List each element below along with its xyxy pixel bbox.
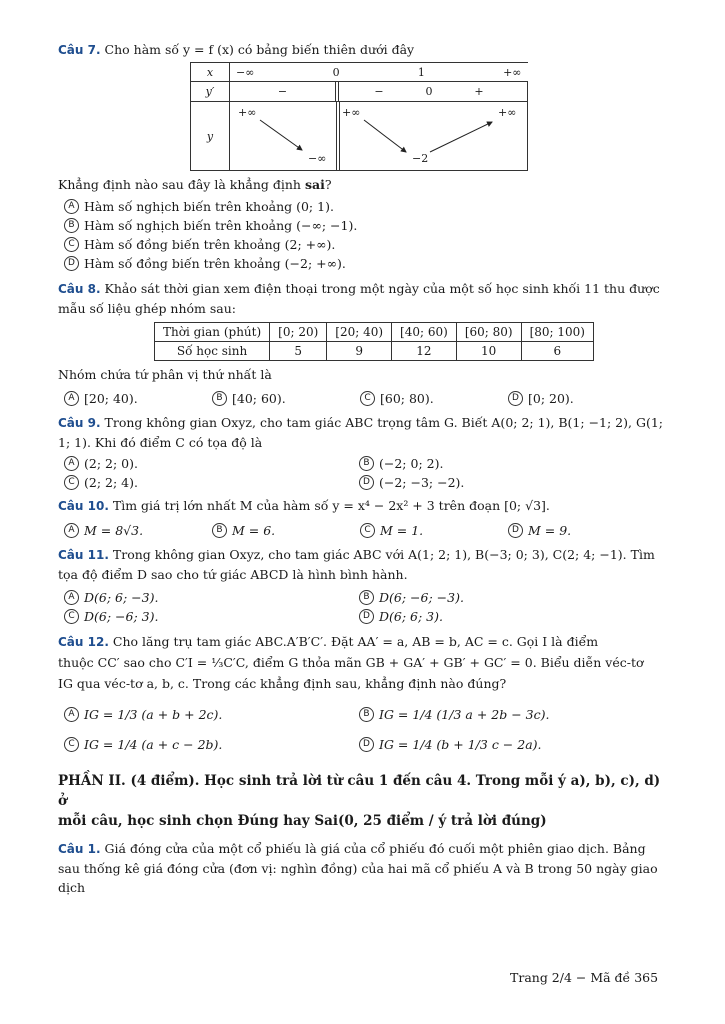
- question-7-prompt: Khẳng định nào sau đây là khẳng định sai?: [58, 177, 332, 192]
- vt-dy-sign-1: −: [277, 85, 288, 98]
- question-8-prompt: Nhóm chứa tứ phân vị thứ nhất là: [58, 367, 272, 382]
- option-a[interactable]: A M = 8√3.: [64, 523, 212, 538]
- vt-y-bottom-mid: −2: [412, 152, 429, 165]
- question-10: Câu 10. Tìm giá trị lớn nhất M của hàm số y = x⁴ − 2x² + 3 trên đoạn [0; √3].: [58, 498, 550, 513]
- option-d[interactable]: D D(6; 6; 3).: [359, 609, 443, 624]
- vt-x-neg-inf: −∞: [236, 65, 255, 79]
- vt-x-pos-inf: +∞: [503, 65, 522, 79]
- vt-y-top-left: +∞: [238, 106, 257, 119]
- part-2-heading: PHẦN II. (4 điểm). Học sinh trả lời từ câu 1 đến câu 4. Trong mỗi ý a), b), c), d) ở mỗi câu, học sinh chọn Đúng hay Sai(0, 25 điểm / ý trả lời đúng): [58, 773, 661, 829]
- question-label: Câu 7.: [58, 43, 101, 57]
- exam-page: [58, 40, 670, 897]
- option-b[interactable]: B D(6; −6; −3).: [359, 590, 464, 605]
- vt-dy-sign-2: −: [374, 85, 384, 98]
- option-a[interactable]: A D(6; 6; −3).: [64, 590, 359, 605]
- option-c[interactable]: C IG = 1/4 (a + c − 2b).: [64, 737, 359, 752]
- question-7-options: [64, 197, 670, 273]
- question-11: Câu 11. Trong không gian Oxyz, cho tam giác ABC với A(1; 2; 1), B(−3; 0; 3), C(2; 4; −1). Tìm tọa độ điểm D sao cho tứ giác ABCD là hình bình hành.: [58, 547, 655, 582]
- vt-y-top-right: +∞: [498, 106, 517, 119]
- question-8-options: [64, 388, 670, 409]
- question-7: [58, 40, 670, 60]
- variation-table: [190, 62, 670, 171]
- question-10-options: [64, 520, 670, 541]
- vt-y-label: y: [191, 102, 230, 171]
- option-c[interactable]: C Hàm số đồng biến trên khoảng (2; +∞).: [64, 235, 670, 254]
- page-footer: Trang 2/4 − Mã đề 365: [510, 970, 659, 985]
- question-11-options: [64, 588, 670, 626]
- option-b[interactable]: B M = 6.: [212, 523, 360, 538]
- option-d[interactable]: D Hàm số đồng biến trên khoảng (−2; +∞).: [64, 254, 670, 273]
- option-c[interactable]: C D(6; −6; 3).: [64, 609, 359, 624]
- option-a[interactable]: A Hàm số nghịch biến trên khoảng (0; 1).: [64, 197, 670, 216]
- question-text: Cho hàm số y = f (x) có bảng biến thiên dưới đây: [104, 42, 415, 57]
- option-a[interactable]: A (2; 2; 0).: [64, 456, 359, 471]
- part-2-question-1: Câu 1. Giá đóng cửa của một cổ phiếu là giá của cổ phiếu đó cuối một phiên giao dịch. Bảng sau thống kê giá đóng cửa (đơn vị: nghìn đồng) của hai mã cổ phiếu A và B trong 50 ngày giao dịch: [58, 841, 658, 895]
- question-12: Câu 12. Cho lăng trụ tam giác ABC.A′B′C′. Đặt AA′ = a, AB = b, AC = c. Gọi I là điểm: [58, 634, 599, 649]
- option-b[interactable]: B (−2; 0; 2).: [359, 456, 443, 471]
- vt-y-top-mid: +∞: [342, 106, 361, 119]
- question-9: Câu 9. Trong không gian Oxyz, cho tam giác ABC trọng tâm G. Biết A(0; 2; 1), B(1; −1; 2), G(1; 1; 1). Khi đó điểm C có tọa độ là: [58, 415, 663, 450]
- option-c[interactable]: C (2; 2; 4).: [64, 475, 359, 490]
- vt-x-label: x: [191, 63, 230, 82]
- data-table: Thời gian (phút) [0; 20) [20; 40) [40; 60) [60; 80) [80; 100) Số học sinh 5 9 12 10 6: [154, 322, 670, 361]
- question-8: Câu 8. Khảo sát thời gian xem điện thoại trong một ngày của một số học sinh khối 11 thu được mẫu số liệu ghép nhóm sau:: [58, 281, 660, 316]
- vt-dy-label: y′: [191, 82, 230, 102]
- vt-dy-sign-3: +: [474, 85, 484, 98]
- question-12-options: [64, 699, 670, 759]
- option-d[interactable]: D (−2; −3; −2).: [359, 475, 464, 490]
- question-9-options: [64, 454, 670, 492]
- vt-x-1: 1: [417, 65, 425, 79]
- option-d[interactable]: D [0; 20).: [508, 391, 574, 406]
- vt-y-bottom-left: −∞: [308, 152, 327, 165]
- question-12-line2: thuộc CC′ sao cho C′I = ⅓C′C, điểm G thỏa mãn GB + GA′ + GB′ + GC′ = 0. Biểu diễn véc-tơ: [58, 655, 644, 670]
- vt-arrows: [230, 102, 530, 170]
- option-b[interactable]: B IG = 1/4 (1/3 a + 2b − 3c).: [359, 707, 549, 722]
- option-c[interactable]: C M = 1.: [360, 523, 508, 538]
- option-c[interactable]: C [60; 80).: [360, 391, 508, 406]
- option-b[interactable]: B [40; 60).: [212, 391, 360, 406]
- vt-x-0: 0: [332, 65, 340, 79]
- vt-dy-zero: 0: [425, 85, 433, 98]
- option-b[interactable]: B Hàm số nghịch biến trên khoảng (−∞; −1).: [64, 216, 670, 235]
- option-d[interactable]: D IG = 1/4 (b + 1/3 c − 2a).: [359, 737, 542, 752]
- option-a[interactable]: A IG = 1/3 (a + b + 2c).: [64, 707, 359, 722]
- question-12-line3: IG qua véc-tơ a, b, c. Trong các khẳng định sau, khẳng định nào đúng?: [58, 676, 507, 691]
- option-a[interactable]: A [20; 40).: [64, 391, 212, 406]
- option-d[interactable]: D M = 9.: [508, 523, 571, 538]
